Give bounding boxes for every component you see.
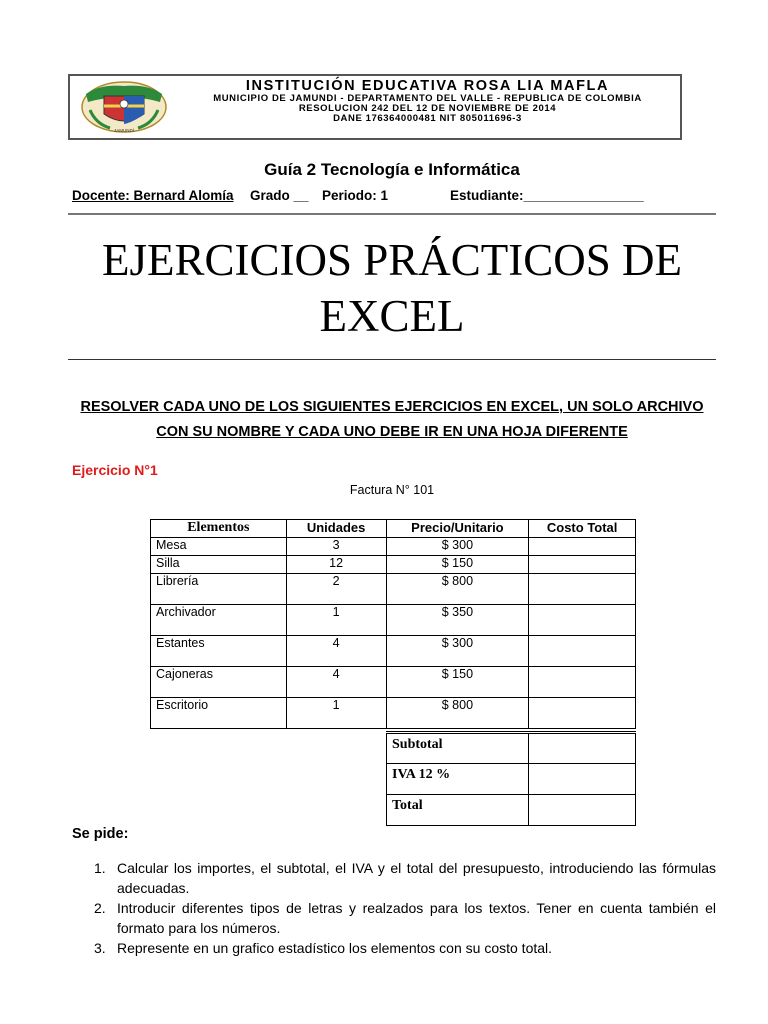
cell-item: Cajoneras (151, 667, 287, 698)
page-title (68, 232, 716, 344)
cell-item: Librería (151, 574, 287, 605)
instructions-line2: CON SU NOMBRE Y CADA UNO DEBE IR EN UNA HOJA DIFERENTE (156, 424, 628, 440)
invoice-table (150, 519, 636, 729)
school-crest-icon (80, 80, 168, 134)
period-label: Periodo: 1 (322, 188, 389, 203)
header-precio-unitario: Precio/Unitario (386, 520, 529, 538)
cell-total (529, 667, 636, 698)
cell-total (529, 698, 636, 729)
requirements-heading: Se pide: (72, 826, 129, 842)
instructions (68, 395, 716, 445)
cell-total (529, 605, 636, 636)
list-item-text: Introducir diferentes tipos de letras y realzados para los textos. Tener en cuenta también el formato para los números. (117, 900, 716, 936)
student-label: Estudiante:________________ (450, 188, 644, 203)
cell-price: $ 350 (386, 605, 529, 636)
grade-label: Grado __ (250, 188, 309, 203)
exercise-title: Ejercicio N°1 (72, 462, 158, 478)
institution-resolution: RESOLUCION 242 DEL 12 DE NOVIEMBRE DE 2014 (298, 103, 557, 114)
list-item-number: 1. (94, 860, 106, 876)
subtotal-value (529, 733, 636, 764)
list-item-text: Calcular los importes, el subtotal, el IVA y el total del presupuesto, introduciendo las fórmulas adecuadas. (117, 860, 716, 896)
cell-units: 3 (286, 538, 386, 556)
list-item-number: 2. (94, 900, 106, 916)
table-row (151, 574, 636, 605)
cell-item: Escritorio (151, 698, 287, 729)
list-item (72, 938, 716, 958)
divider (68, 213, 716, 215)
institution-location: MUNICIPIO DE JAMUNDI - DEPARTAMENTO DEL VALLE - REPUBLICA DE COLOMBIA (213, 93, 642, 104)
header-costo-total: Costo Total (529, 520, 636, 538)
subtotal-label: Subtotal (387, 733, 529, 764)
list-item-text: Represente en un grafico estadístico los elementos con su costo total. (117, 940, 553, 956)
list-item (72, 898, 716, 938)
total-label: Total (387, 795, 529, 826)
cell-price: $ 300 (386, 636, 529, 667)
cell-units: 4 (286, 667, 386, 698)
table-row (151, 636, 636, 667)
guide-title: Guía 2 Tecnología e Informática (264, 160, 520, 179)
cell-price: $ 150 (386, 667, 529, 698)
cell-price: $ 300 (386, 538, 529, 556)
cell-total (529, 574, 636, 605)
cell-price: $ 800 (386, 574, 529, 605)
requirements-list (72, 858, 716, 958)
instructions-line1: RESOLVER CADA UNO DE LOS SIGUIENTES EJERCICIOS EN EXCEL, UN SOLO ARCHIVO (80, 399, 704, 415)
cell-units: 1 (286, 698, 386, 729)
page-title-line2: EXCEL (319, 291, 465, 341)
header-unidades: Unidades (286, 520, 386, 538)
cell-total (529, 556, 636, 574)
iva-value (529, 764, 636, 795)
logo-text: JAMUNDÍ (114, 128, 134, 133)
cell-units: 4 (286, 636, 386, 667)
total-value (529, 795, 636, 826)
list-item (72, 858, 716, 898)
totals-row (387, 795, 636, 826)
table-header-row (151, 520, 636, 538)
cell-item: Silla (151, 556, 287, 574)
divider (68, 359, 716, 360)
cell-item: Estantes (151, 636, 287, 667)
table-row (151, 698, 636, 729)
cell-item: Archivador (151, 605, 287, 636)
institution-dane-nit: DANE 176364000481 NIT 805011696-3 (333, 113, 522, 124)
cell-total (529, 538, 636, 556)
iva-label: IVA 12 % (387, 764, 529, 795)
cell-units: 12 (286, 556, 386, 574)
cell-price: $ 150 (386, 556, 529, 574)
institution-name: INSTITUCIÓN EDUCATIVA ROSA LIA MAFLA (245, 78, 610, 94)
totals-row (387, 733, 636, 764)
cell-total (529, 636, 636, 667)
table-row (151, 667, 636, 698)
header-elementos: Elementos (151, 520, 287, 538)
totals-table (386, 731, 636, 826)
cell-item: Mesa (151, 538, 287, 556)
table-row (151, 556, 636, 574)
teacher-label: Docente: Bernard Alomía (72, 188, 234, 203)
cell-units: 2 (286, 574, 386, 605)
list-item-number: 3. (94, 940, 106, 956)
table-row (151, 605, 636, 636)
table-row (151, 538, 636, 556)
cell-units: 1 (286, 605, 386, 636)
page-title-line1: EJERCICIOS PRÁCTICOS DE (101, 235, 683, 285)
totals-row (387, 764, 636, 795)
invoice-title: Factura N° 101 (349, 483, 435, 497)
cell-price: $ 800 (386, 698, 529, 729)
